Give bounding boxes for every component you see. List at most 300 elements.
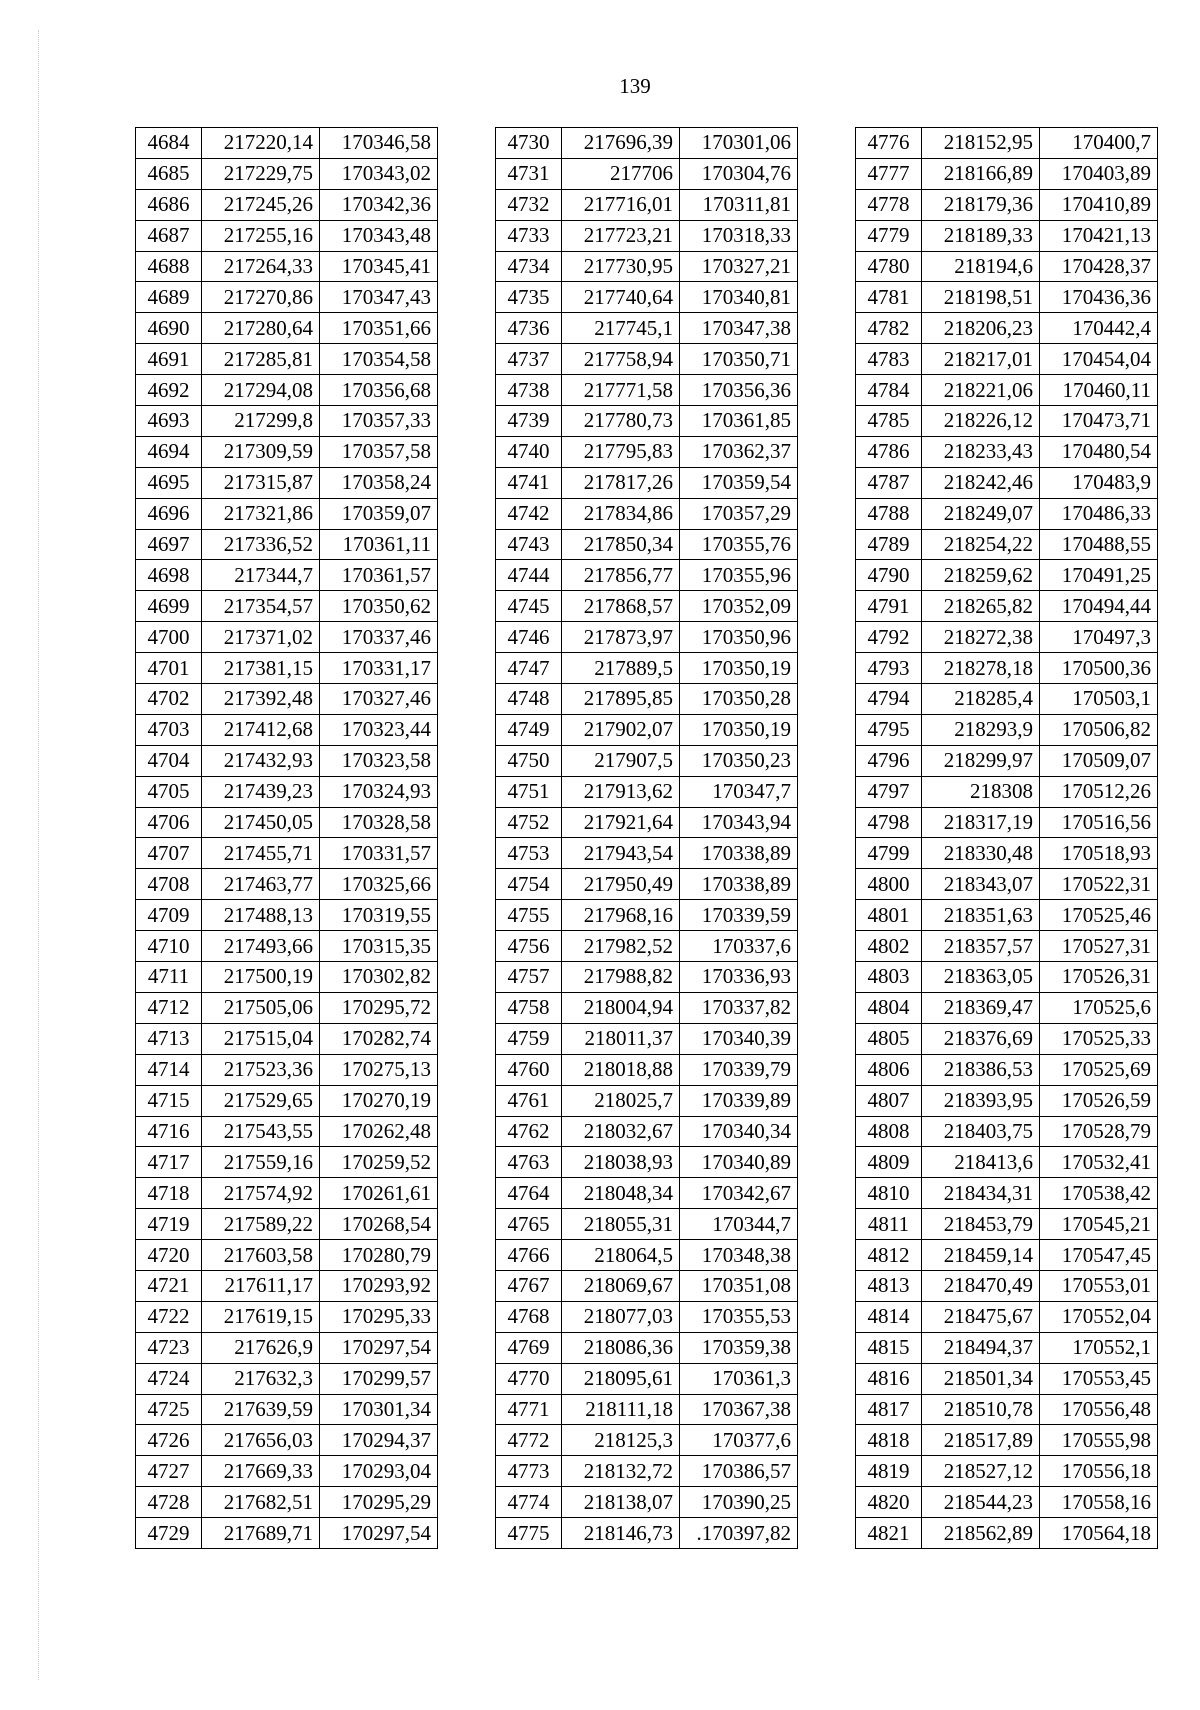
table-row: [136, 1147, 438, 1178]
y-coordinate-cell: 170555,98: [1040, 1425, 1158, 1456]
y-coordinate-cell: 170318,33: [680, 220, 798, 251]
y-coordinate-cell: 170356,68: [320, 375, 438, 406]
point-number-cell: 4687: [136, 220, 202, 251]
y-coordinate-cell: 170350,19: [680, 714, 798, 745]
table-row: [496, 498, 798, 529]
y-coordinate-cell: 170545,21: [1040, 1209, 1158, 1240]
y-coordinate-cell: 170342,67: [680, 1178, 798, 1209]
table-row: [496, 1270, 798, 1301]
x-coordinate-cell: 218386,53: [922, 1054, 1040, 1085]
x-coordinate-cell: 218299,97: [922, 745, 1040, 776]
x-coordinate-cell: 217639,59: [202, 1394, 320, 1425]
table-row: [496, 1363, 798, 1394]
y-coordinate-cell: 170327,21: [680, 251, 798, 282]
y-coordinate-cell: 170337,46: [320, 622, 438, 653]
table-row: [496, 591, 798, 622]
x-coordinate-cell: 218517,89: [922, 1425, 1040, 1456]
table-row: [136, 745, 438, 776]
table-row: [136, 498, 438, 529]
table-row: [856, 189, 1158, 220]
table-row: [496, 776, 798, 807]
point-number-cell: 4796: [856, 745, 922, 776]
point-number-cell: 4821: [856, 1518, 922, 1549]
table-row: [496, 1301, 798, 1332]
y-coordinate-cell: 170359,54: [680, 467, 798, 498]
point-number-cell: 4790: [856, 560, 922, 591]
x-coordinate-cell: 217856,77: [562, 560, 680, 591]
y-coordinate-cell: 170343,48: [320, 220, 438, 251]
y-coordinate-cell: 170294,37: [320, 1425, 438, 1456]
x-coordinate-cell: 217603,58: [202, 1240, 320, 1271]
table-row: [856, 714, 1158, 745]
y-coordinate-cell: 170268,54: [320, 1209, 438, 1240]
point-number-cell: 4744: [496, 560, 562, 591]
x-coordinate-cell: 218413,6: [922, 1147, 1040, 1178]
x-coordinate-cell: 217968,16: [562, 900, 680, 931]
x-coordinate-cell: 218179,36: [922, 189, 1040, 220]
y-coordinate-cell: 170282,74: [320, 1023, 438, 1054]
y-coordinate-cell: 170526,59: [1040, 1085, 1158, 1116]
table-row: [856, 282, 1158, 313]
x-coordinate-cell: 217706: [562, 158, 680, 189]
y-coordinate-cell: 170525,46: [1040, 900, 1158, 931]
point-number-cell: 4804: [856, 992, 922, 1023]
table-row: [856, 1363, 1158, 1394]
y-coordinate-cell: 170386,57: [680, 1456, 798, 1487]
point-number-cell: 4701: [136, 653, 202, 684]
table-row: [496, 1178, 798, 1209]
y-coordinate-cell: 170558,16: [1040, 1487, 1158, 1518]
table-row: [136, 1178, 438, 1209]
x-coordinate-cell: 218265,82: [922, 591, 1040, 622]
x-coordinate-cell: 218527,12: [922, 1456, 1040, 1487]
x-coordinate-cell: 218194,6: [922, 251, 1040, 282]
x-coordinate-cell: 217500,19: [202, 962, 320, 993]
x-coordinate-cell: 217771,58: [562, 375, 680, 406]
x-coordinate-cell: 217656,03: [202, 1425, 320, 1456]
point-number-cell: 4815: [856, 1332, 922, 1363]
table-row: [856, 1209, 1158, 1240]
table-row: [496, 189, 798, 220]
y-coordinate-cell: 170304,76: [680, 158, 798, 189]
table-row: [496, 838, 798, 869]
x-coordinate-cell: 218146,73: [562, 1518, 680, 1549]
x-coordinate-cell: 217758,94: [562, 344, 680, 375]
table-row: [496, 1085, 798, 1116]
x-coordinate-cell: 218278,18: [922, 653, 1040, 684]
point-number-cell: 4767: [496, 1270, 562, 1301]
y-coordinate-cell: 170319,55: [320, 900, 438, 931]
point-number-cell: 4793: [856, 653, 922, 684]
table-row: [856, 1147, 1158, 1178]
point-number-cell: 4782: [856, 313, 922, 344]
point-number-cell: 4731: [496, 158, 562, 189]
table-row: [496, 1425, 798, 1456]
y-coordinate-cell: 170428,37: [1040, 251, 1158, 282]
point-number-cell: 4765: [496, 1209, 562, 1240]
table-row: [136, 1301, 438, 1332]
y-coordinate-cell: 170525,6: [1040, 992, 1158, 1023]
y-coordinate-cell: 170367,38: [680, 1394, 798, 1425]
table-row: [496, 467, 798, 498]
point-number-cell: 4766: [496, 1240, 562, 1271]
x-coordinate-cell: 218086,36: [562, 1332, 680, 1363]
x-coordinate-cell: 217943,54: [562, 838, 680, 869]
x-coordinate-cell: 218285,4: [922, 684, 1040, 715]
y-coordinate-cell: 170350,62: [320, 591, 438, 622]
x-coordinate-cell: 218317,19: [922, 807, 1040, 838]
y-coordinate-cell: 170357,58: [320, 436, 438, 467]
x-coordinate-cell: 218363,05: [922, 962, 1040, 993]
table-row: [136, 1270, 438, 1301]
y-coordinate-cell: .170397,82: [680, 1518, 798, 1549]
point-number-cell: 4713: [136, 1023, 202, 1054]
x-coordinate-cell: 217730,95: [562, 251, 680, 282]
table-row: [856, 529, 1158, 560]
x-coordinate-cell: 217834,86: [562, 498, 680, 529]
point-number-cell: 4769: [496, 1332, 562, 1363]
table-row: [136, 653, 438, 684]
point-number-cell: 4698: [136, 560, 202, 591]
table-row: [856, 653, 1158, 684]
point-number-cell: 4697: [136, 529, 202, 560]
y-coordinate-cell: 170503,1: [1040, 684, 1158, 715]
y-coordinate-cell: 170357,33: [320, 406, 438, 437]
x-coordinate-cell: 218064,5: [562, 1240, 680, 1271]
table-row: [496, 1332, 798, 1363]
x-coordinate-cell: 217321,86: [202, 498, 320, 529]
table-row: [136, 900, 438, 931]
y-coordinate-cell: 170528,79: [1040, 1116, 1158, 1147]
x-coordinate-cell: 217493,66: [202, 931, 320, 962]
table-row: [856, 622, 1158, 653]
y-coordinate-cell: 170486,33: [1040, 498, 1158, 529]
table-row: [856, 1487, 1158, 1518]
x-coordinate-cell: 217432,93: [202, 745, 320, 776]
x-coordinate-cell: 217220,14: [202, 128, 320, 159]
point-number-cell: 4781: [856, 282, 922, 313]
point-number-cell: 4700: [136, 622, 202, 653]
y-coordinate-cell: 170301,34: [320, 1394, 438, 1425]
point-number-cell: 4808: [856, 1116, 922, 1147]
y-coordinate-cell: 170556,18: [1040, 1456, 1158, 1487]
table-row: [496, 931, 798, 962]
y-coordinate-cell: 170350,71: [680, 344, 798, 375]
table-row: [136, 1332, 438, 1363]
table-row: [856, 375, 1158, 406]
y-coordinate-cell: 170343,02: [320, 158, 438, 189]
x-coordinate-cell: 218221,06: [922, 375, 1040, 406]
y-coordinate-cell: 170299,57: [320, 1363, 438, 1394]
y-coordinate-cell: 170338,89: [680, 869, 798, 900]
table-row: [136, 560, 438, 591]
table-row: [136, 1518, 438, 1549]
point-number-cell: 4741: [496, 467, 562, 498]
y-coordinate-cell: 170553,01: [1040, 1270, 1158, 1301]
table-row: [136, 869, 438, 900]
table-row: [136, 251, 438, 282]
point-number-cell: 4777: [856, 158, 922, 189]
point-number-cell: 4718: [136, 1178, 202, 1209]
y-coordinate-cell: 170359,07: [320, 498, 438, 529]
y-coordinate-cell: 170358,24: [320, 467, 438, 498]
point-number-cell: 4783: [856, 344, 922, 375]
table-row: [136, 344, 438, 375]
table-row: [496, 992, 798, 1023]
table-row: [136, 714, 438, 745]
y-coordinate-cell: 170331,17: [320, 653, 438, 684]
point-number-cell: 4723: [136, 1332, 202, 1363]
y-coordinate-cell: 170342,36: [320, 189, 438, 220]
x-coordinate-cell: 217270,86: [202, 282, 320, 313]
point-number-cell: 4684: [136, 128, 202, 159]
x-coordinate-cell: 217907,5: [562, 745, 680, 776]
x-coordinate-cell: 218217,01: [922, 344, 1040, 375]
point-number-cell: 4715: [136, 1085, 202, 1116]
y-coordinate-cell: 170340,39: [680, 1023, 798, 1054]
y-coordinate-cell: 170538,42: [1040, 1178, 1158, 1209]
y-coordinate-cell: 170350,23: [680, 745, 798, 776]
y-coordinate-cell: 170295,72: [320, 992, 438, 1023]
point-number-cell: 4773: [496, 1456, 562, 1487]
table-row: [136, 1240, 438, 1271]
x-coordinate-cell: 218544,23: [922, 1487, 1040, 1518]
table-row: [856, 1518, 1158, 1549]
y-coordinate-cell: 170359,38: [680, 1332, 798, 1363]
point-number-cell: 4776: [856, 128, 922, 159]
table-row: [136, 1425, 438, 1456]
table-row: [136, 931, 438, 962]
y-coordinate-cell: 170361,57: [320, 560, 438, 591]
point-number-cell: 4753: [496, 838, 562, 869]
point-number-cell: 4763: [496, 1147, 562, 1178]
point-number-cell: 4705: [136, 776, 202, 807]
x-coordinate-cell: 217626,9: [202, 1332, 320, 1363]
y-coordinate-cell: 170488,55: [1040, 529, 1158, 560]
y-coordinate-cell: 170302,82: [320, 962, 438, 993]
x-coordinate-cell: 217299,8: [202, 406, 320, 437]
table-row: [856, 962, 1158, 993]
y-coordinate-cell: 170525,33: [1040, 1023, 1158, 1054]
point-number-cell: 4811: [856, 1209, 922, 1240]
table-row: [856, 220, 1158, 251]
point-number-cell: 4794: [856, 684, 922, 715]
point-number-cell: 4711: [136, 962, 202, 993]
coordinates-table-1: [135, 127, 438, 1549]
y-coordinate-cell: 170512,26: [1040, 776, 1158, 807]
x-coordinate-cell: 218403,75: [922, 1116, 1040, 1147]
y-coordinate-cell: 170336,93: [680, 962, 798, 993]
point-number-cell: 4789: [856, 529, 922, 560]
y-coordinate-cell: 170377,6: [680, 1425, 798, 1456]
y-coordinate-cell: 170356,36: [680, 375, 798, 406]
x-coordinate-cell: 217873,97: [562, 622, 680, 653]
table-row: [496, 529, 798, 560]
point-number-cell: 4818: [856, 1425, 922, 1456]
table-row: [496, 962, 798, 993]
table-row: [136, 992, 438, 1023]
point-number-cell: 4685: [136, 158, 202, 189]
point-number-cell: 4709: [136, 900, 202, 931]
x-coordinate-cell: 218351,63: [922, 900, 1040, 931]
table-row: [136, 282, 438, 313]
point-number-cell: 4714: [136, 1054, 202, 1085]
table-row: [856, 1054, 1158, 1085]
x-coordinate-cell: 218132,72: [562, 1456, 680, 1487]
table-row: [856, 992, 1158, 1023]
point-number-cell: 4799: [856, 838, 922, 869]
x-coordinate-cell: 217354,57: [202, 591, 320, 622]
table-row: [496, 1394, 798, 1425]
y-coordinate-cell: 170345,41: [320, 251, 438, 282]
x-coordinate-cell: 217745,1: [562, 313, 680, 344]
point-number-cell: 4722: [136, 1301, 202, 1332]
y-coordinate-cell: 170262,48: [320, 1116, 438, 1147]
y-coordinate-cell: 170355,96: [680, 560, 798, 591]
scan-edge-dots: [38, 30, 40, 1680]
table-row: [856, 931, 1158, 962]
x-coordinate-cell: 218501,34: [922, 1363, 1040, 1394]
x-coordinate-cell: 218259,62: [922, 560, 1040, 591]
table-row: [136, 436, 438, 467]
point-number-cell: 4803: [856, 962, 922, 993]
y-coordinate-cell: 170297,54: [320, 1518, 438, 1549]
point-number-cell: 4774: [496, 1487, 562, 1518]
y-coordinate-cell: 170315,35: [320, 931, 438, 962]
x-coordinate-cell: 217913,62: [562, 776, 680, 807]
y-coordinate-cell: 170436,36: [1040, 282, 1158, 313]
x-coordinate-cell: 218393,95: [922, 1085, 1040, 1116]
y-coordinate-cell: 170293,92: [320, 1270, 438, 1301]
x-coordinate-cell: 218330,48: [922, 838, 1040, 869]
table-row: [496, 1456, 798, 1487]
table-row: [856, 498, 1158, 529]
x-coordinate-cell: 218032,67: [562, 1116, 680, 1147]
x-coordinate-cell: 218018,88: [562, 1054, 680, 1085]
y-coordinate-cell: 170301,06: [680, 128, 798, 159]
point-number-cell: 4719: [136, 1209, 202, 1240]
page-number: 139: [619, 74, 651, 98]
y-coordinate-cell: 170497,3: [1040, 622, 1158, 653]
y-coordinate-cell: 170323,44: [320, 714, 438, 745]
y-coordinate-cell: 170275,13: [320, 1054, 438, 1085]
x-coordinate-cell: 218453,79: [922, 1209, 1040, 1240]
x-coordinate-cell: 218189,33: [922, 220, 1040, 251]
table-row: [856, 807, 1158, 838]
x-coordinate-cell: 217285,81: [202, 344, 320, 375]
table-row: [496, 869, 798, 900]
table-row: [136, 1085, 438, 1116]
table-row: [136, 158, 438, 189]
point-number-cell: 4801: [856, 900, 922, 931]
x-coordinate-cell: 218138,07: [562, 1487, 680, 1518]
table-row: [496, 745, 798, 776]
y-coordinate-cell: 170350,28: [680, 684, 798, 715]
table-row: [496, 1518, 798, 1549]
x-coordinate-cell: 217294,08: [202, 375, 320, 406]
x-coordinate-cell: 218077,03: [562, 1301, 680, 1332]
y-coordinate-cell: 170500,36: [1040, 653, 1158, 684]
y-coordinate-cell: 170522,31: [1040, 869, 1158, 900]
y-coordinate-cell: 170491,25: [1040, 560, 1158, 591]
x-coordinate-cell: 217950,49: [562, 869, 680, 900]
point-number-cell: 4798: [856, 807, 922, 838]
point-number-cell: 4724: [136, 1363, 202, 1394]
point-number-cell: 4749: [496, 714, 562, 745]
table-row: [136, 1209, 438, 1240]
y-coordinate-cell: 170339,79: [680, 1054, 798, 1085]
x-coordinate-cell: 217439,23: [202, 776, 320, 807]
x-coordinate-cell: 218198,51: [922, 282, 1040, 313]
y-coordinate-cell: 170340,81: [680, 282, 798, 313]
point-number-cell: 4764: [496, 1178, 562, 1209]
point-number-cell: 4807: [856, 1085, 922, 1116]
x-coordinate-cell: 217344,7: [202, 560, 320, 591]
y-coordinate-cell: 170400,7: [1040, 128, 1158, 159]
point-number-cell: 4809: [856, 1147, 922, 1178]
y-coordinate-cell: 170390,25: [680, 1487, 798, 1518]
y-coordinate-cell: 170295,33: [320, 1301, 438, 1332]
y-coordinate-cell: 170350,96: [680, 622, 798, 653]
table-row: [856, 560, 1158, 591]
x-coordinate-cell: 218369,47: [922, 992, 1040, 1023]
x-coordinate-cell: 218494,37: [922, 1332, 1040, 1363]
y-coordinate-cell: 170552,04: [1040, 1301, 1158, 1332]
y-coordinate-cell: 170340,34: [680, 1116, 798, 1147]
table-row: [856, 591, 1158, 622]
table-row: [856, 344, 1158, 375]
x-coordinate-cell: 217723,21: [562, 220, 680, 251]
y-coordinate-cell: 170509,07: [1040, 745, 1158, 776]
point-number-cell: 4688: [136, 251, 202, 282]
point-number-cell: 4733: [496, 220, 562, 251]
x-coordinate-cell: 217255,16: [202, 220, 320, 251]
y-coordinate-cell: 170527,31: [1040, 931, 1158, 962]
y-coordinate-cell: 170421,13: [1040, 220, 1158, 251]
point-number-cell: 4746: [496, 622, 562, 653]
point-number-cell: 4752: [496, 807, 562, 838]
table-row: [496, 1023, 798, 1054]
point-number-cell: 4761: [496, 1085, 562, 1116]
y-coordinate-cell: 170331,57: [320, 838, 438, 869]
point-number-cell: 4785: [856, 406, 922, 437]
point-number-cell: 4712: [136, 992, 202, 1023]
table-row: [496, 158, 798, 189]
x-coordinate-cell: 218470,49: [922, 1270, 1040, 1301]
x-coordinate-cell: 218038,93: [562, 1147, 680, 1178]
table-row: [136, 838, 438, 869]
point-number-cell: 4820: [856, 1487, 922, 1518]
table-row: [856, 158, 1158, 189]
point-number-cell: 4802: [856, 931, 922, 962]
x-coordinate-cell: 217529,65: [202, 1085, 320, 1116]
y-coordinate-cell: 170346,58: [320, 128, 438, 159]
point-number-cell: 4727: [136, 1456, 202, 1487]
y-coordinate-cell: 170339,59: [680, 900, 798, 931]
y-coordinate-cell: 170460,11: [1040, 375, 1158, 406]
table-row: [496, 1147, 798, 1178]
point-number-cell: 4771: [496, 1394, 562, 1425]
x-coordinate-cell: 217505,06: [202, 992, 320, 1023]
x-coordinate-cell: 217988,82: [562, 962, 680, 993]
point-number-cell: 4768: [496, 1301, 562, 1332]
x-coordinate-cell: 217611,17: [202, 1270, 320, 1301]
point-number-cell: 4696: [136, 498, 202, 529]
point-number-cell: 4813: [856, 1270, 922, 1301]
point-number-cell: 4786: [856, 436, 922, 467]
point-number-cell: 4750: [496, 745, 562, 776]
table-row: [856, 776, 1158, 807]
